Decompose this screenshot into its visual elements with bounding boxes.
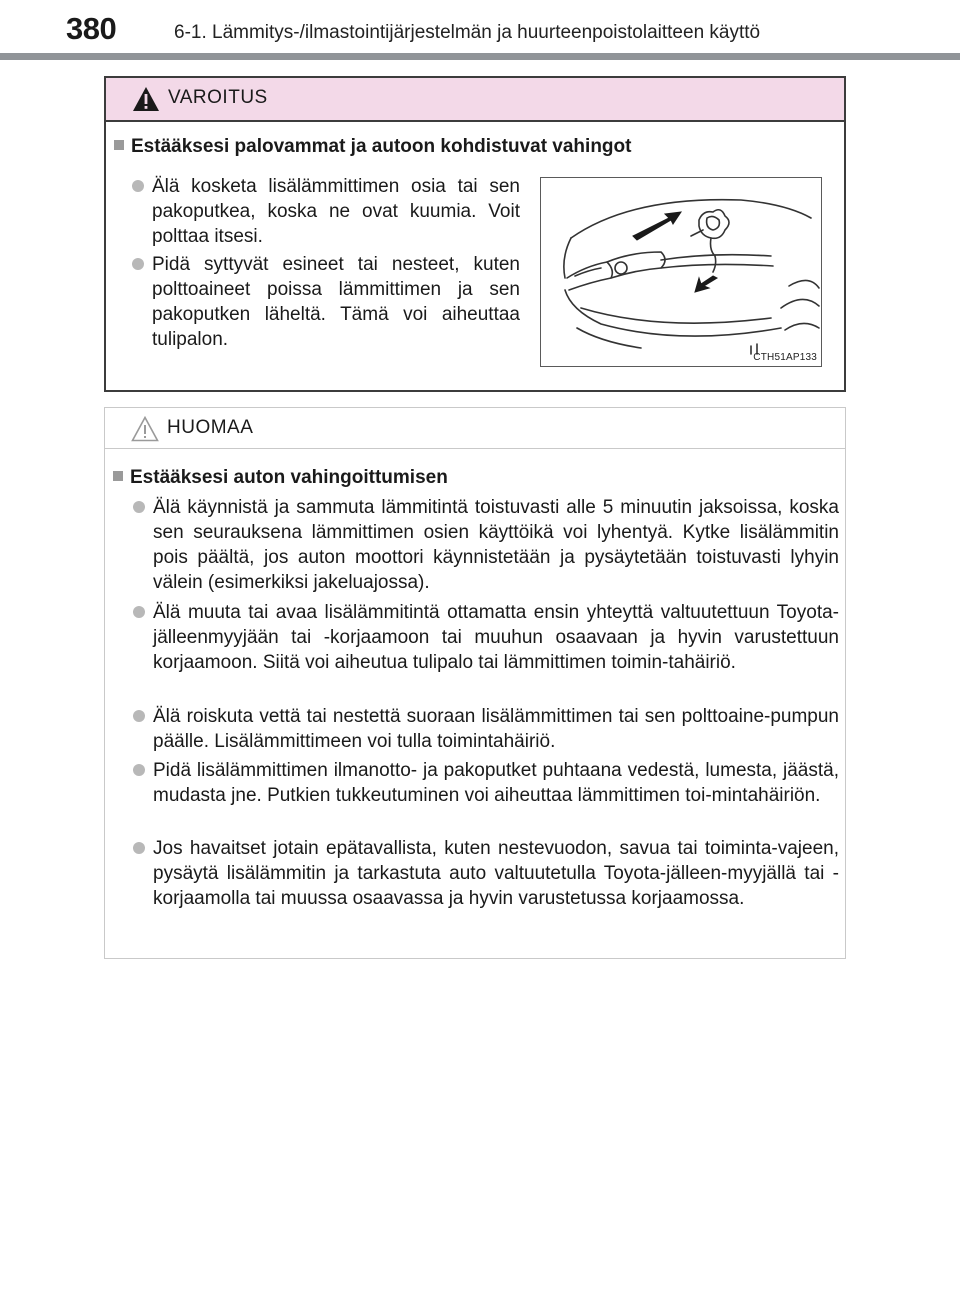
heater-illustration <box>540 177 822 367</box>
notice-item <box>153 704 839 754</box>
page-number: 380 <box>66 11 117 46</box>
caution-triangle-icon <box>131 416 159 442</box>
warning-triangle-icon <box>132 86 160 112</box>
notice-label: HUOMAA <box>167 417 254 438</box>
page-header <box>0 0 960 46</box>
warning-section-title <box>114 136 631 158</box>
warning-header <box>106 78 844 122</box>
section-square-icon <box>114 140 124 150</box>
notice-item <box>153 600 839 675</box>
warning-item <box>152 174 520 249</box>
figure-code: CTH51AP133 <box>753 352 817 363</box>
notice-item-text: Pidä lisälämmittimen ilmanotto- ja pakoputket puhtaana vedestä, lumesta, jäästä, mudasta jne. Putkien tukkeutuminen voi aiheuttaa lämmittimen toi-mintahäiriön. <box>153 760 839 806</box>
notice-item <box>153 758 839 808</box>
car-front-drawing <box>541 178 821 366</box>
notice-header <box>105 408 845 449</box>
warning-label: VAROITUS <box>168 87 268 108</box>
notice-section-title <box>113 467 448 489</box>
bullet-dot-icon <box>132 180 144 192</box>
notice-item-text: Älä käynnistä ja sammuta lämmitintä toistuvasti alle 5 minuutin jaksoissa, koska sen seurauksena lämmittimen osien käyttöikä voi lyhentyä. Kytke lisälämmitin pois päältä, jos auton moottori käynnistetään ja pysäytetään toistuvasti lyhyin välein (esimerkiksi jakeluajossa). <box>153 497 839 593</box>
bullet-dot-icon <box>133 842 145 854</box>
notice-item <box>153 495 839 595</box>
notice-item-text: Älä muuta tai avaa lisälämmitintä ottamatta ensin yhteyttä valtuutettuun Toyota-jälleenmyyjään tai -korjaamoon tai muuhun osaavaan ja hyvin varustettuun korjaamoon. Siitä voi aiheutua tulipalo tai lämmittimen toimin-tahäiriö. <box>153 602 839 673</box>
bullet-dot-icon <box>132 258 144 270</box>
warning-item-text: Älä kosketa lisälämmittimen osia tai sen pakoputkea, koska ne ovat kuumia. Voit polttaa itsesi. <box>152 176 520 247</box>
warning-box <box>104 76 846 392</box>
notice-item <box>153 836 839 911</box>
notice-box <box>104 407 846 959</box>
bullet-dot-icon <box>133 606 145 618</box>
bullet-dot-icon <box>133 764 145 776</box>
section-square-icon <box>113 471 123 481</box>
bullet-dot-icon <box>133 710 145 722</box>
header-rule <box>0 53 960 60</box>
chapter-title: 6-1. Lämmitys-/ilmastointijärjestelmän ja huurteenpoistolaitteen käyttö <box>174 22 761 43</box>
warning-item-text: Pidä syttyvät esineet tai nesteet, kuten polttoaineet poissa lämmittimen ja sen pakoputken läheltä. Tämä voi aiheuttaa tulipalon. <box>152 254 520 350</box>
notice-item-text: Älä roiskuta vettä tai nestettä suoraan lisälämmittimen tai sen polttoaine-pumpun päälle. Lisälämmittimeen voi tulla toimintahäiriö. <box>153 706 839 752</box>
notice-item-text: Jos havaitset jotain epätavallista, kuten nestevuodon, savua tai toiminta-vajeen, pysäytä lisälämmitin ja tarkastuta auto valtuutetulla Toyota-jälleen-myyjällä tai -korjaamolla tai muussa osaavassa ja hyvin varustetussa korjaamossa. <box>153 838 839 909</box>
notice-section-title-text: Estääksesi auton vahingoittumisen <box>130 467 448 488</box>
warning-section-title-text: Estääksesi palovammat ja autoon kohdistuvat vahingot <box>131 136 632 157</box>
warning-item <box>152 252 520 352</box>
bullet-dot-icon <box>133 501 145 513</box>
